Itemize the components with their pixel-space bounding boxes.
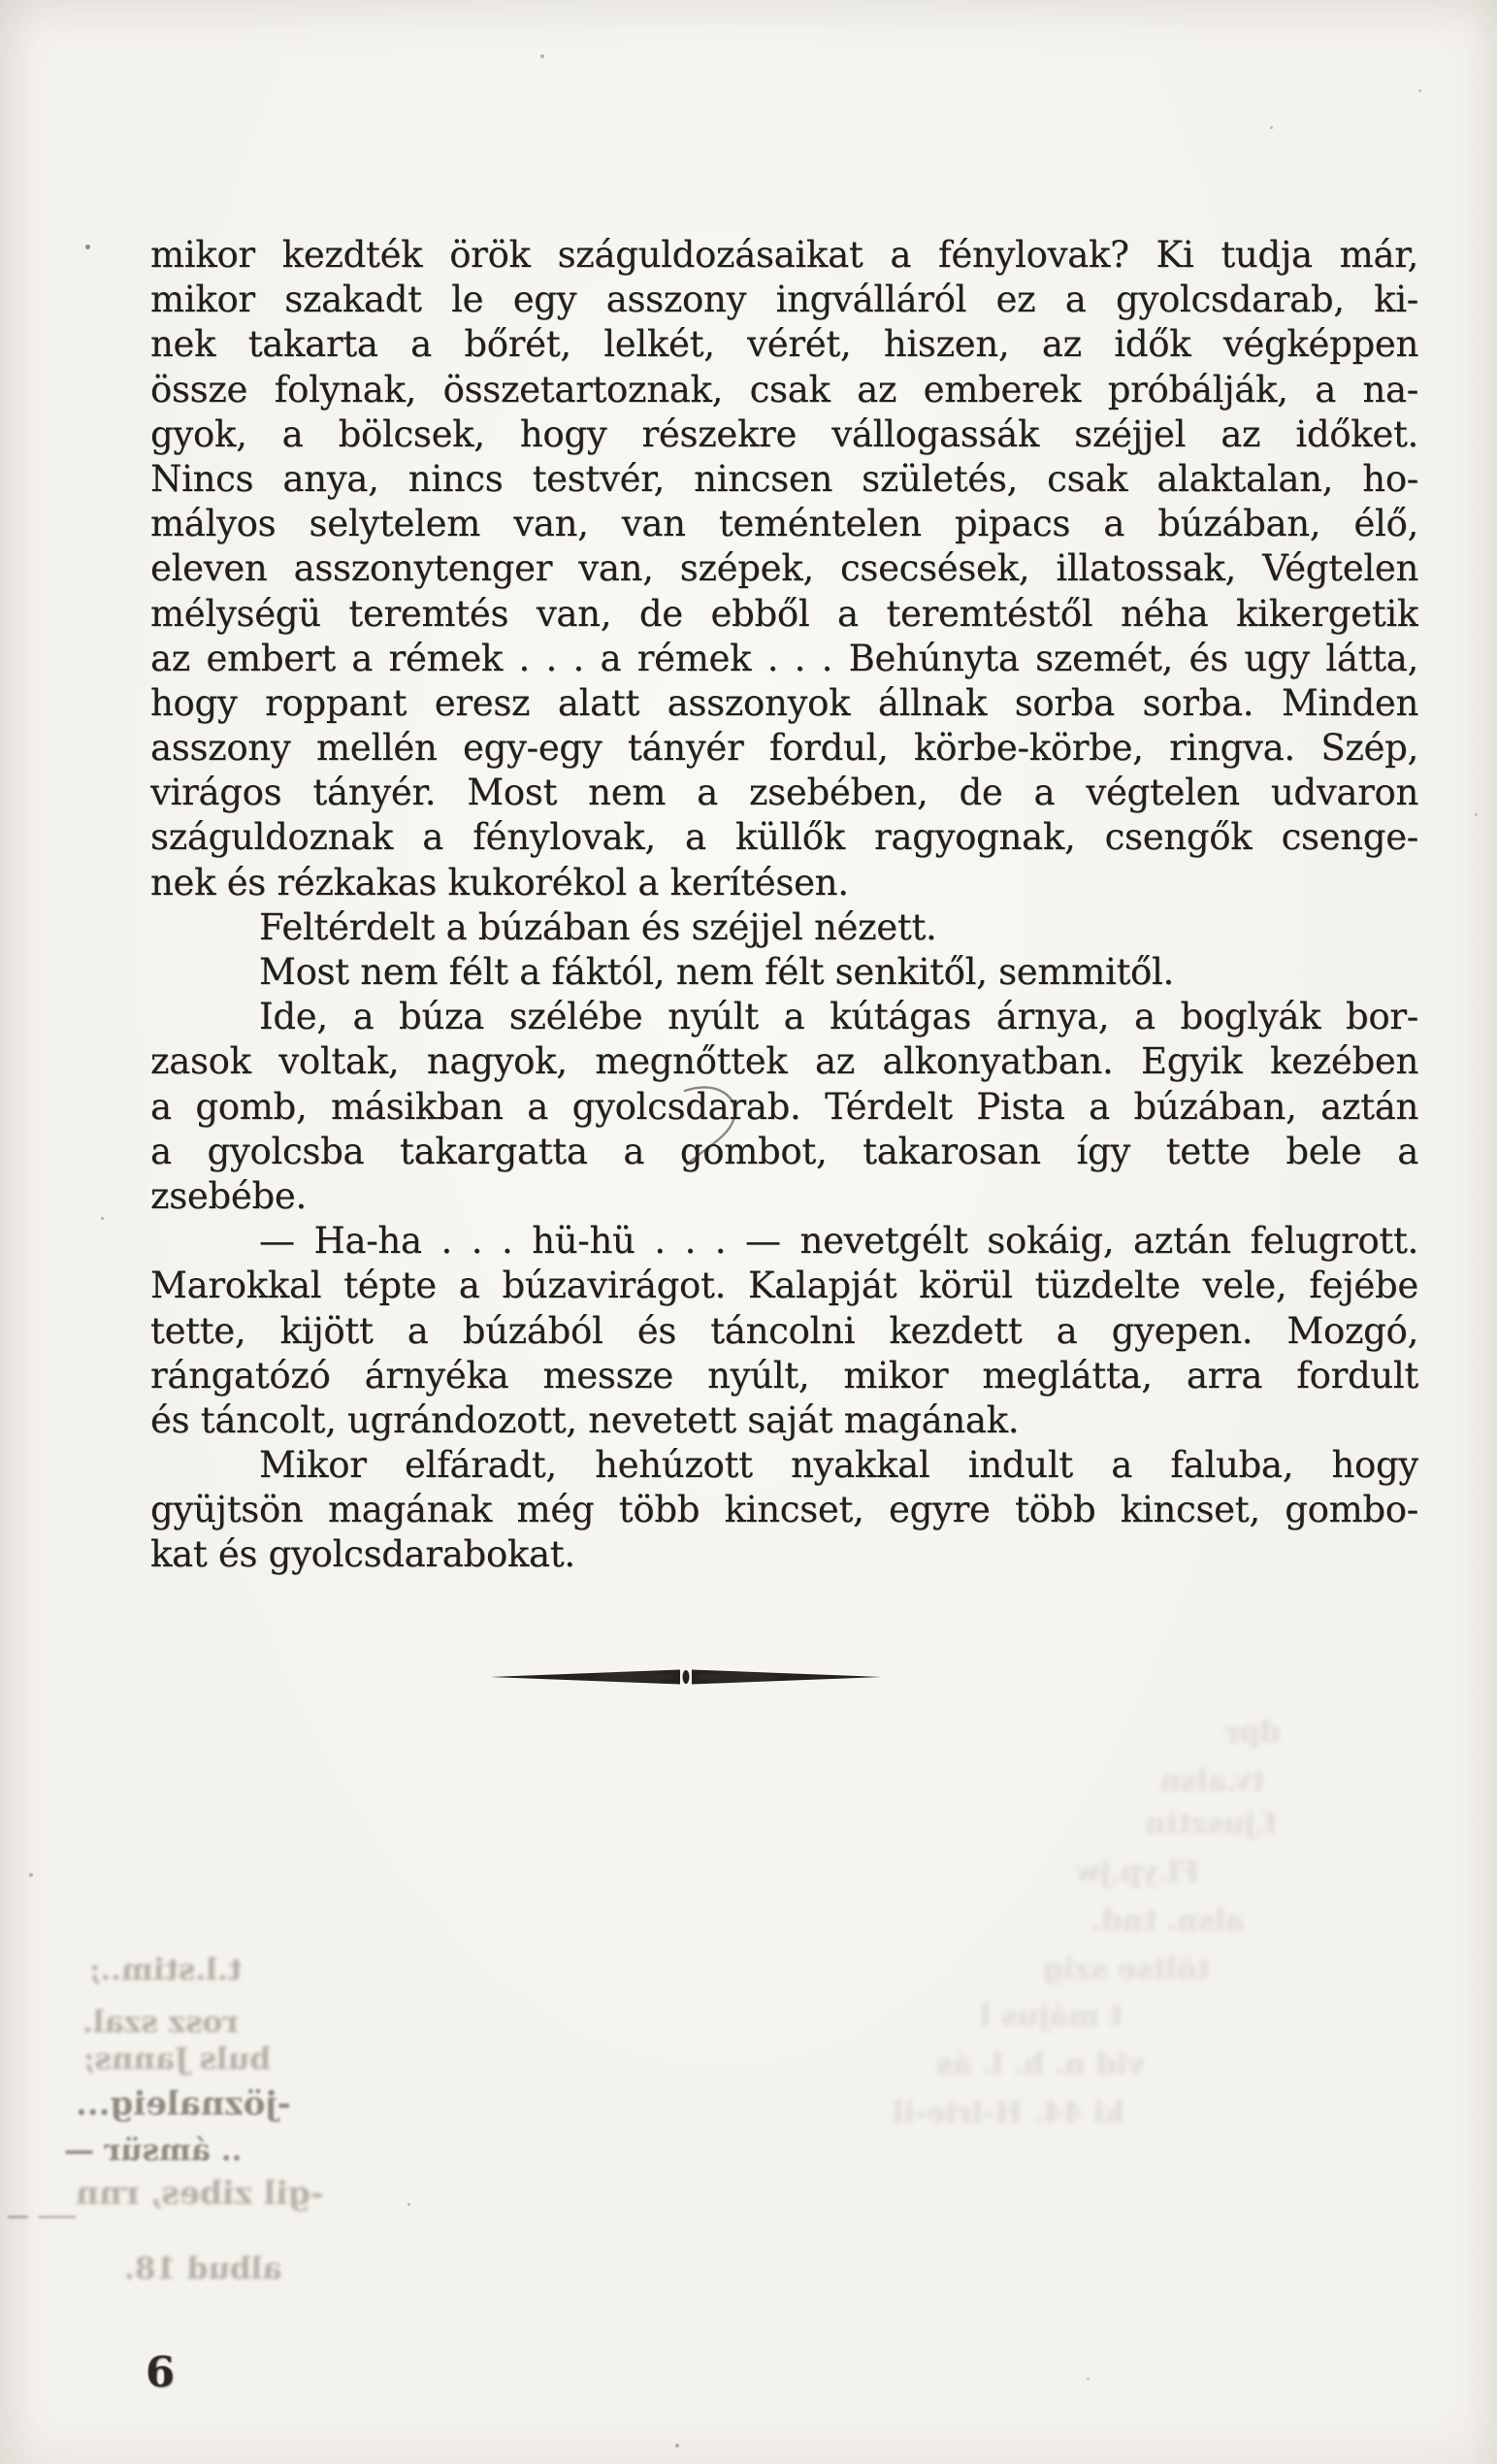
- text-line: össze folynak, összetartoznak, csak az emberek próbálják, a na-: [150, 368, 1418, 411]
- text-line: Ide, a búza szélébe nyúlt a kútágas árnya, a boglyák bor-: [259, 996, 1418, 1038]
- bleedthrough-smudge: t.l.stim..;: [89, 1953, 243, 1988]
- text-line: és táncolt, ugrándozott, nevetett saját magának.: [150, 1398, 1020, 1441]
- body-text: [150, 233, 1418, 1578]
- scan-speck: [1087, 2378, 1090, 2381]
- bleedthrough-smudge: -jöznaleig...: [76, 2085, 291, 2123]
- bleedthrough-ghost: töltse szig: [1043, 1953, 1210, 1987]
- bleedthrough-smudge: .. ámsür —: [64, 2133, 243, 2168]
- text-line: Most nem félt a fáktól, nem félt senkitől, semmitől.: [259, 951, 1175, 993]
- bleedthrough-ghost: vid n. h. l. ás: [936, 2048, 1145, 2082]
- text-line: mélységü teremtés van, de ebből a teremtéstől néha kikergetik: [150, 592, 1418, 635]
- text-line: virágos tányér. Most nem a zsebében, de a végtelen udvaron: [150, 772, 1418, 814]
- text-line: zasok voltak, nagyok, megnőttek az alkonyatban. Egyik kezében: [150, 1040, 1418, 1083]
- scan-speck: [101, 1217, 104, 1220]
- bleedthrough-ghost: t május l: [980, 1999, 1123, 2033]
- page-number: 6: [146, 2349, 175, 2397]
- faint-dash-marks: [8, 2216, 76, 2218]
- bleedthrough-ghost: f.jusztin: [1145, 1807, 1277, 1841]
- text-line: zsebébe.: [150, 1174, 307, 1217]
- text-line: tette, kijött a búzából és táncolni kezdett a gyepen. Mozgó,: [150, 1309, 1418, 1352]
- text-line: nek és rézkakas kukorékol a kerítésen.: [150, 861, 849, 903]
- text-line: a gomb, másikban a gyolcsdarab. Térdelt Pista a búzában, aztán: [150, 1085, 1418, 1128]
- bleedthrough-ghost: ki 44. H-lrie-il: [893, 2096, 1124, 2130]
- text-line: kat és gyolcsdarabokat.: [150, 1533, 575, 1576]
- bleedthrough-smudge: albud 18.: [124, 2251, 282, 2286]
- scan-speck: [540, 54, 544, 58]
- scan-speck: [1418, 89, 1421, 92]
- text-line: — Ha-ha . . . hü-hü . . . — nevetgélt sokáig, aztán felugrott.: [259, 1220, 1418, 1263]
- text-line: Marokkal tépte a búzavirágot. Kalapját körül tüzdelte vele, fejébe: [150, 1265, 1418, 1307]
- text-line: Feltérdelt a búzában és széjjel nézett.: [259, 905, 937, 948]
- section-divider-ornament-icon: [490, 1664, 882, 1690]
- bleedthrough-ghost: dpr: [1224, 1716, 1281, 1750]
- text-line: a gyolcsba takargatta a gombot, takarosan így tette bele a: [150, 1130, 1418, 1172]
- text-line: gyüjtsön magának még több kincset, egyre több kincset, gombo-: [150, 1489, 1418, 1531]
- text-line: mikor szakadt le egy asszony ingválláról ez a gyolcsdarab, ki-: [150, 279, 1418, 321]
- scan-speck: [407, 2203, 410, 2206]
- text-line: eleven asszonytenger van, szépek, csecsések, illatossak, Végtelen: [150, 547, 1418, 590]
- bleedthrough-smudge: -gil zibes, rnn: [76, 2174, 324, 2212]
- text-line: az embert a rémek . . . a rémek . . . Behúnyta szemét, és ugy látta,: [150, 637, 1418, 679]
- bleedthrough-smudge: rosz szal.: [82, 2005, 239, 2040]
- scan-speck: [675, 2444, 679, 2448]
- scan-speck: [85, 245, 90, 249]
- bleedthrough-ghost: Fl.yp.jw: [1075, 1856, 1200, 1889]
- text-line: asszony mellén egy-egy tányér fordul, körbe-körbe, ringva. Szép,: [150, 727, 1418, 770]
- text-line: Mikor elfáradt, hehúzott nyakkal indult a faluba, hogy: [259, 1444, 1418, 1487]
- text-line: nek takarta a bőrét, lelkét, vérét, hiszen, az idők végképpen: [150, 323, 1418, 366]
- text-line: mályos selytelem van, van teméntelen pipacs a búzában, élő,: [150, 503, 1418, 545]
- text-line: rángatózó árnyéka messze nyúlt, mikor meglátta, arra fordult: [150, 1354, 1418, 1396]
- text-line: hogy roppant eresz alatt asszonyok állnak sorba sorba. Minden: [150, 681, 1418, 724]
- text-line: Nincs anya, nincs testvér, nincsen születés, csak alaktalan, ho-: [150, 457, 1418, 500]
- scan-speck: [1475, 813, 1478, 816]
- bleedthrough-ghost: tv.alsn: [1159, 1764, 1265, 1798]
- bleedthrough-ghost: alsn. tnd.: [1091, 1904, 1245, 1938]
- bleedthrough-smudge: buls Janns;: [83, 2042, 271, 2077]
- scan-speck: [1270, 126, 1273, 129]
- pen-mark-curl-artifact: [677, 1081, 774, 1173]
- scan-speck: [29, 1873, 33, 1877]
- text-line: mikor kezdték örök száguldozásaikat a fénylovak? Ki tudja már,: [150, 234, 1418, 276]
- text-line: gyok, a bölcsek, hogy részekre vállogassák széjjel az időket.: [150, 412, 1418, 455]
- text-line: száguldoznak a fénylovak, a küllők ragyognak, csengők csenge-: [150, 816, 1418, 859]
